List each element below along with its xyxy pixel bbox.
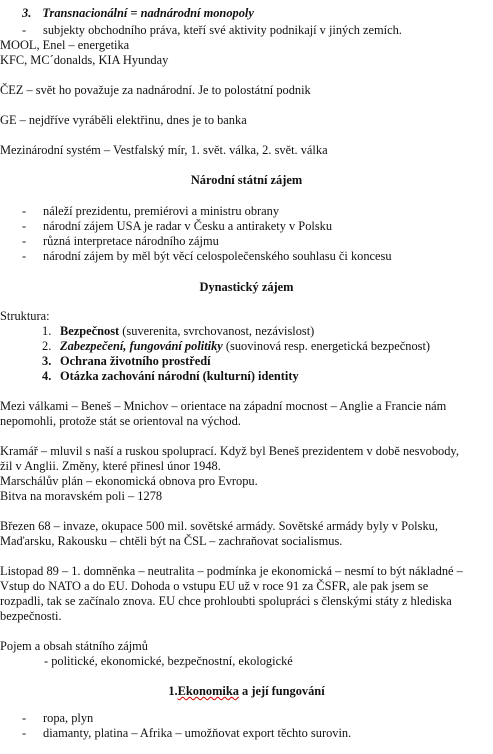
paragraph-line: Marschálův plán – ekonomická obnova pro Evropu. <box>0 474 258 488</box>
item-text: Bezpečnost (suverenita, svrchovanost, nezávislost) <box>60 324 315 338</box>
bullet-dash: - <box>22 711 27 725</box>
item-number: 4. <box>42 369 52 383</box>
paragraph-line: Bitva na moravském poli – 1278 <box>0 489 163 503</box>
item-number: 1. <box>42 324 52 338</box>
paragraph-line: Březen 68 – invaze, okupace 500 mil. sovětské armády. Sovětské armády byly v Polsku, <box>0 519 438 533</box>
concept-sub-line: - politické, ekonomické, bezpečnostní, ekologické <box>44 654 293 668</box>
bullet-dash: - <box>22 219 27 233</box>
list-item-text: subjekty obchodního práva, kteří své aktivity podnikají v jiných zemích. <box>43 23 402 37</box>
paragraph-line: Listopad 89 – 1. domněnka – neutralita – podmínka je ekonomická – nesmí to být nákladné – <box>0 564 463 578</box>
paragraph-cez: ČEZ – svět ho považuje za nadnárodní. Je to polostátní podnik <box>0 83 311 97</box>
paragraph-line: nepomohli, protože stát se orientoval na východ. <box>0 414 241 428</box>
list-item-text: diamanty, platina – Afrika – umožňovat export těchto surovin. <box>43 726 352 740</box>
item-text: Zabezpečení, fungování politiky (suovinová resp. energetická bezpečnost) <box>60 339 431 353</box>
paragraph-line: Maďarsku, Rakousku – chtěli být na ČSL – zachraňovat socialismus. <box>0 534 343 548</box>
heading-dynastic-interest: Dynastický zájem <box>199 280 294 294</box>
paragraph-line: Vstup do NATO a do EU. Dohoda o vstupu EU už v roce 91 za ČSFR, ale pak jsem se <box>0 579 429 593</box>
paragraph-line: Kramář – mluvil s naší a ruskou spoluprací. Když byl Beneš prezidentem v době nesvobody, <box>0 444 459 458</box>
bullet-dash: - <box>22 234 27 248</box>
paragraph-line: bezpečnosti. <box>0 609 62 623</box>
example-line: MOOL, Enel – energetika <box>0 38 130 52</box>
list-item-text: ropa, plyn <box>43 711 94 725</box>
concept-line: Pojem a obsah státního zájmů <box>0 639 148 653</box>
bullet-dash: - <box>22 23 27 37</box>
list-item-text: náleží prezidentu, premiérovi a ministru obrany <box>43 204 280 218</box>
heading-number: 3. <box>22 6 32 20</box>
heading-text: Transnacionální = nadnárodní monopoly <box>42 6 254 20</box>
list-item-text: národní zájem USA je radar v Česku a antirakety v Polsku <box>43 219 333 233</box>
item-number: 2. <box>42 339 52 353</box>
paragraph-line: žil v Anglii. Změny, které přinesl únor 1948. <box>0 459 221 473</box>
heading-transnational <box>22 6 254 21</box>
paragraph-system: Mezinárodní systém – Vestfalský mír, 1. svět. válka, 2. svět. válka <box>0 143 328 157</box>
paragraph-ge: GE – nejdříve vyráběli elektřinu, dnes je to banka <box>0 113 247 127</box>
bullet-dash: - <box>22 726 27 740</box>
heading-economy: 1.Ekonomika a její fungování <box>168 684 325 698</box>
paragraph-line: rozpadli, tak se začínalo znova. EU chce prohloubti spolupráci s členskými státy z hlediska <box>0 594 452 608</box>
list-item-text: národní zájem by měl být věcí celospolečenského souhlasu či koncesu <box>43 249 392 263</box>
paragraph-line: Mezi válkami – Beneš – Mnichov – orientace na západní mocnost – Anglie a Francie nám <box>0 399 447 413</box>
item-text: Otázka zachování národní (kulturní) identity <box>60 369 299 383</box>
item-text: Ochrana životního prostředí <box>60 354 211 368</box>
heading-national-interest: Národní státní zájem <box>190 173 303 187</box>
heading-economy-word: Ekonomika <box>177 684 239 698</box>
bullet-dash: - <box>22 249 27 263</box>
bullet-dash: - <box>22 204 27 218</box>
item-number: 3. <box>42 354 52 368</box>
list-item-text: různá interpretace národního zájmu <box>43 234 219 248</box>
structure-label: Struktura: <box>0 309 50 323</box>
example-line: KFC, MC´donalds, KIA Hyunday <box>0 53 169 67</box>
